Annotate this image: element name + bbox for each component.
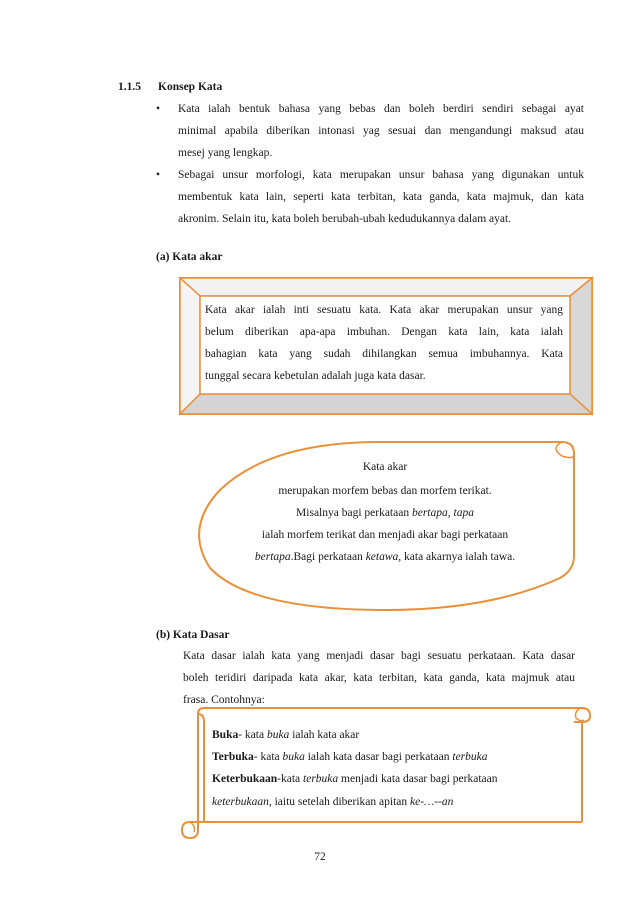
box-a-line1: Kata akar ialah inti sesuatu kata. Kata akar merupakan unsur yang bbox=[205, 304, 563, 316]
para-b-line1: Kata dasar ialah kata yang menjadi dasar bagi sesuatu perkataan. Kata dasar bbox=[183, 650, 575, 662]
scroll-row3: Keterbukaan-kata terbuka menjadi kata dasar bagi perkataan bbox=[212, 773, 498, 785]
section-title: Konsep Kata bbox=[158, 81, 223, 93]
page-number: 72 bbox=[314, 851, 326, 863]
bullet1-line2: minimal apabila diberikan intonasi yag sesuai dan mengandungi maksud atau bbox=[178, 125, 584, 137]
oval-line2: merupakan morfem bebas dan morfem terikat. bbox=[278, 485, 492, 497]
section-number: 1.1.5 bbox=[118, 81, 141, 93]
bullet2-line3: akronim. Selain itu, kata boleh berubah-ubah kedudukannya dalam ayat. bbox=[178, 213, 512, 225]
bevel-box-frame bbox=[178, 276, 594, 416]
para-b-line2: boleh teridiri daripada kata akar, kata terbitan, kata ganda, kata majmuk atau bbox=[183, 672, 575, 684]
box-a-line2: belum diberikan apa-apa imbuhan. Dengan kata lain, kata ialah bbox=[205, 326, 563, 338]
para-b-line3: frasa. Contohnya: bbox=[183, 694, 265, 706]
oval-line4: ialah morfem terikat dan menjadi akar bagi perkataan bbox=[261, 529, 509, 541]
bullet1-line3: mesej yang lengkap. bbox=[178, 147, 273, 159]
sub-heading-b: (b) Kata Dasar bbox=[156, 629, 230, 641]
scroll-row1: Buka- kata buka ialah kata akar bbox=[212, 729, 360, 741]
bullet2-line2: membentuk kata lain, seperti kata terbitan, kata ganda, kata majmuk, dan kata bbox=[178, 191, 584, 203]
oval-line5: bertapa.Bagi perkataan ketawa, kata akarnya ialah tawa. bbox=[254, 551, 516, 563]
bullet-icon: • bbox=[156, 103, 161, 115]
sub-heading-a: (a) Kata akar bbox=[156, 251, 223, 263]
scroll-row4: keterbukaan, iaitu setelah diberikan apitan ke-…--an bbox=[212, 796, 454, 808]
scroll-row2: Terbuka- kata buka ialah kata dasar bagi perkataan terbuka bbox=[212, 751, 488, 763]
oval-line3: Misalnya bagi perkataan bertapa, tapa bbox=[296, 507, 474, 519]
bullet-icon: • bbox=[156, 169, 161, 181]
box-a-line3: bahagian kata yang sudah dihilangkan semua imbuhannya. Kata bbox=[205, 348, 563, 360]
bullet1-line1: Kata ialah bentuk bahasa yang bebas dan boleh berdiri sendiri sebagai ayat bbox=[178, 103, 584, 115]
bullet2-line1: Sebagai unsur morfologi, kata merupakan unsur bahasa yang digunakan untuk bbox=[178, 169, 584, 181]
oval-line1: Kata akar bbox=[362, 461, 408, 473]
box-a-line4: tunggal secara kebetulan adalah juga kata dasar. bbox=[205, 370, 426, 382]
